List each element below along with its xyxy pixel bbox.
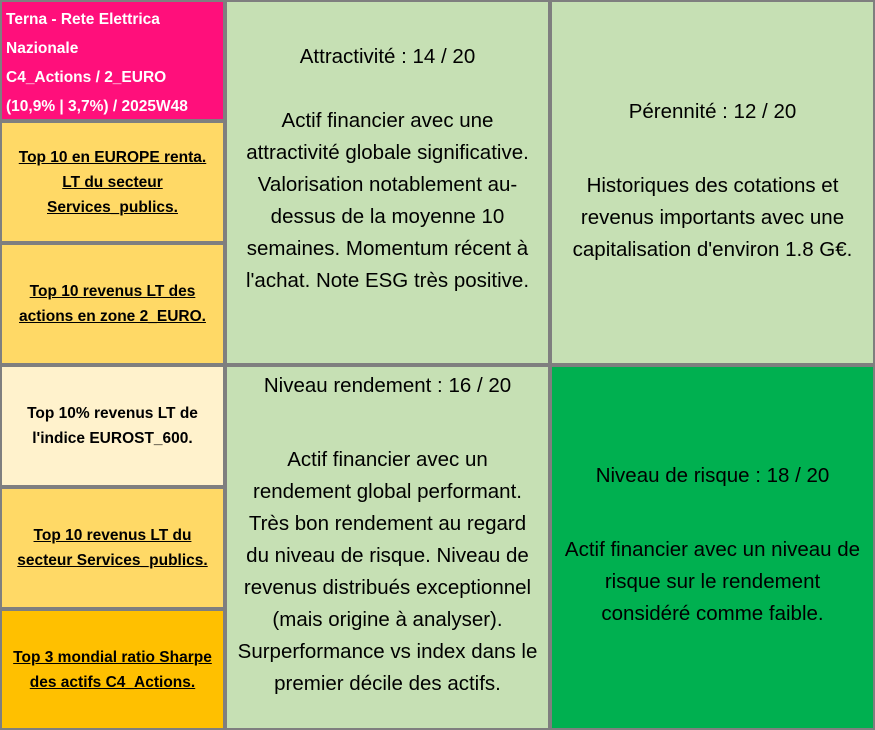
rendement-line: Surperformance vs index dans le	[237, 640, 538, 663]
badge-top10pct-index	[0, 365, 225, 487]
risque-header: Niveau de risque : 18 / 20	[595, 464, 830, 487]
badge-top10-europe-sector	[0, 121, 225, 243]
risque-line: Actif financier avec un niveau de	[564, 538, 861, 561]
attractivite-line: semaines. Momentum récent à	[246, 237, 529, 260]
badge-line: Top 10 revenus LT du	[33, 527, 192, 544]
badge-line: Services_publics.	[47, 198, 178, 216]
attractivite-cell	[225, 0, 550, 365]
badge-top3-sharpe	[0, 609, 225, 730]
asset-title-line: Terna - Rete Elettrica	[6, 11, 160, 28]
attractivite-line: Actif financier avec une	[281, 109, 494, 132]
rendement-line: revenus distribués exceptionnel	[243, 576, 532, 599]
attractivite-line: dessus de la moyenne 10	[270, 205, 505, 228]
rendement-cell	[225, 365, 550, 730]
asset-title-line: Nazionale	[6, 40, 79, 57]
risque-cell	[550, 365, 875, 730]
rendement-line: Très bon rendement au regard	[248, 512, 527, 535]
rendement-line: premier décile des actifs.	[274, 672, 501, 695]
perennite-line: Historiques des cotations et	[586, 174, 839, 197]
attractivite-line: Valorisation notablement au-	[257, 173, 518, 196]
badge-line: l'indice EUROST_600.	[32, 430, 193, 447]
rendement-line: Actif financier avec un	[287, 448, 488, 471]
perennite-cell	[550, 0, 875, 365]
attractivite-line: l'achat. Note ESG très positive.	[245, 269, 530, 292]
asset-title-line: C4_Actions / 2_EURO	[6, 69, 167, 86]
badge-line: Top 10 en EUROPE renta.	[18, 148, 207, 166]
attractivite-header: Attractivité : 14 / 20	[299, 45, 476, 68]
rendement-line: du niveau de risque. Niveau de	[246, 544, 529, 567]
badge-line: Top 10% revenus LT de	[27, 405, 198, 422]
perennite-line: capitalisation d'environ 1.8 G€.	[572, 238, 853, 261]
badge-line: secteur Services_publics.	[17, 552, 208, 569]
rendement-line: rendement global performant.	[253, 480, 522, 503]
badge-line: Top 10 revenus LT des	[29, 283, 196, 300]
risque-line: considéré comme faible.	[601, 602, 824, 625]
rendement-line: (mais origine à analyser).	[272, 608, 503, 631]
perennite-line: revenus importants avec une	[580, 206, 845, 229]
asset-title-cell	[0, 0, 225, 121]
badge-top10-revenus-zone	[0, 243, 225, 365]
attractivite-line: attractivité globale significative.	[246, 141, 529, 164]
badge-line: actions en zone 2_EURO.	[19, 308, 206, 325]
rendement-header: Niveau rendement : 16 / 20	[263, 374, 512, 397]
asset-title-line: (10,9% | 3,7%) / 2025W48	[6, 98, 188, 115]
badge-top10-revenus-secteur	[0, 487, 225, 609]
badge-line: LT du secteur	[62, 173, 163, 191]
badge-line: Top 3 mondial ratio Sharpe	[13, 648, 212, 666]
risque-line: risque sur le rendement	[604, 570, 821, 593]
perennite-header: Pérennité : 12 / 20	[628, 100, 797, 123]
badge-line: des actifs C4_Actions.	[29, 673, 196, 691]
